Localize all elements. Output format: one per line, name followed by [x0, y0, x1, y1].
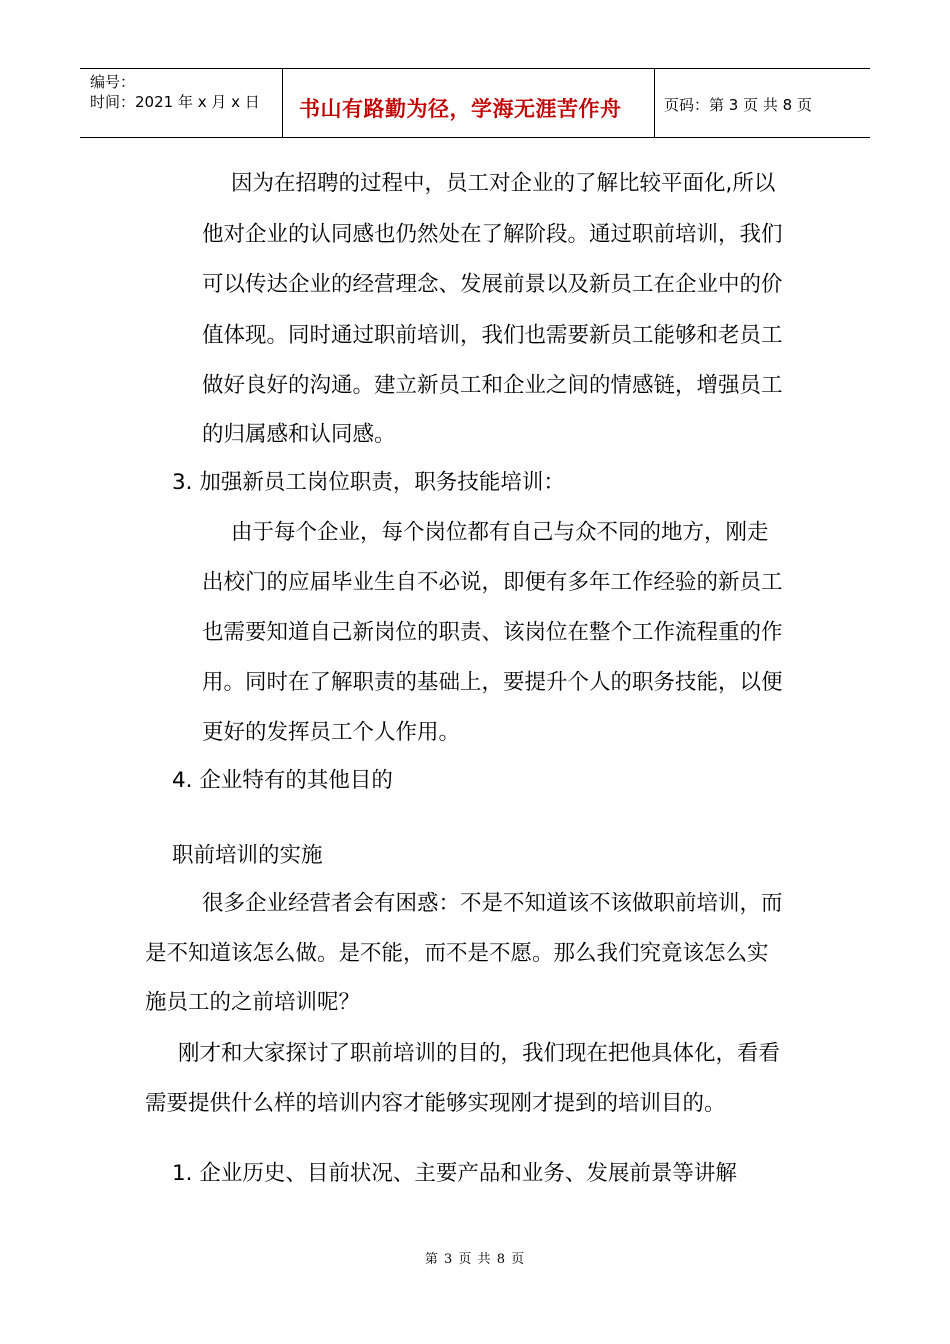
- paragraph-line: 由于每个企业，每个岗位都有自己与众不同的地方，刚走: [231, 520, 769, 545]
- paragraph-line: 可以传达企业的经营理念、发展前景以及新员工在企业中的价: [202, 272, 783, 297]
- document-date-label: 时间：2021 年 x 月 x 日: [90, 93, 260, 111]
- paragraph-line: 施员工的之前培训呢？: [145, 990, 361, 1015]
- header-meta-cell: [80, 69, 283, 137]
- paragraph-line: 出校门的应届毕业生自不必说，即便有多年工作经验的新员工: [202, 570, 783, 595]
- paragraph-line: 因为在招聘的过程中，员工对企业的了解比较平面化,所以: [231, 171, 776, 196]
- paragraph-line: 很多企业经营者会有困惑：不是不知道该不该做职前培训，而: [202, 891, 783, 916]
- page-footer: 第 3 页 共 8 页: [424, 1252, 526, 1267]
- document-number-label: 编号：: [90, 73, 136, 91]
- paragraph-line: 值体现。同时通过职前培训，我们也需要新员工能够和老员工: [202, 323, 783, 348]
- list-item-heading: 4. 企业特有的其他目的: [172, 768, 393, 793]
- paragraph-line: 刚才和大家探讨了职前培训的目的，我们现在把他具体化，看看: [178, 1041, 781, 1066]
- header-page-info: 页码：第 3 页 共 8 页: [664, 96, 812, 114]
- section-heading: 职前培训的实施: [172, 843, 323, 868]
- list-item-heading: 1. 企业历史、目前状况、主要产品和业务、发展前景等讲解: [172, 1161, 737, 1186]
- paragraph-line: 更好的发挥员工个人作用。: [202, 720, 461, 745]
- paragraph-line: 也需要知道自己新岗位的职责、该岗位在整个工作流程重的作: [202, 620, 783, 645]
- paragraph-line: 做好良好的沟通。建立新员工和企业之间的情感链，增强员工: [202, 373, 783, 398]
- paragraph-line: 需要提供什么样的培训内容才能够实现刚才提到的培训目的。: [145, 1091, 726, 1116]
- paragraph-line: 用。同时在了解职责的基础上，要提升个人的职务技能，以便: [202, 670, 783, 695]
- paragraph-line: 他对企业的认同感也仍然处在了解阶段。通过职前培训，我们: [202, 222, 783, 247]
- paragraph-line: 是不知道该怎么做。是不能，而不是不愿。那么我们究竟该怎么实: [145, 941, 769, 966]
- header-motto-cell: [283, 69, 655, 137]
- paragraph-line: 的归属感和认同感。: [202, 422, 396, 447]
- page-header: [80, 68, 870, 138]
- header-page-cell: [656, 69, 870, 137]
- header-motto: 书山有路勤为径，学海无涯苦作舟: [299, 96, 622, 121]
- list-item-heading: 3. 加强新员工岗位职责，职务技能培训：: [172, 470, 565, 495]
